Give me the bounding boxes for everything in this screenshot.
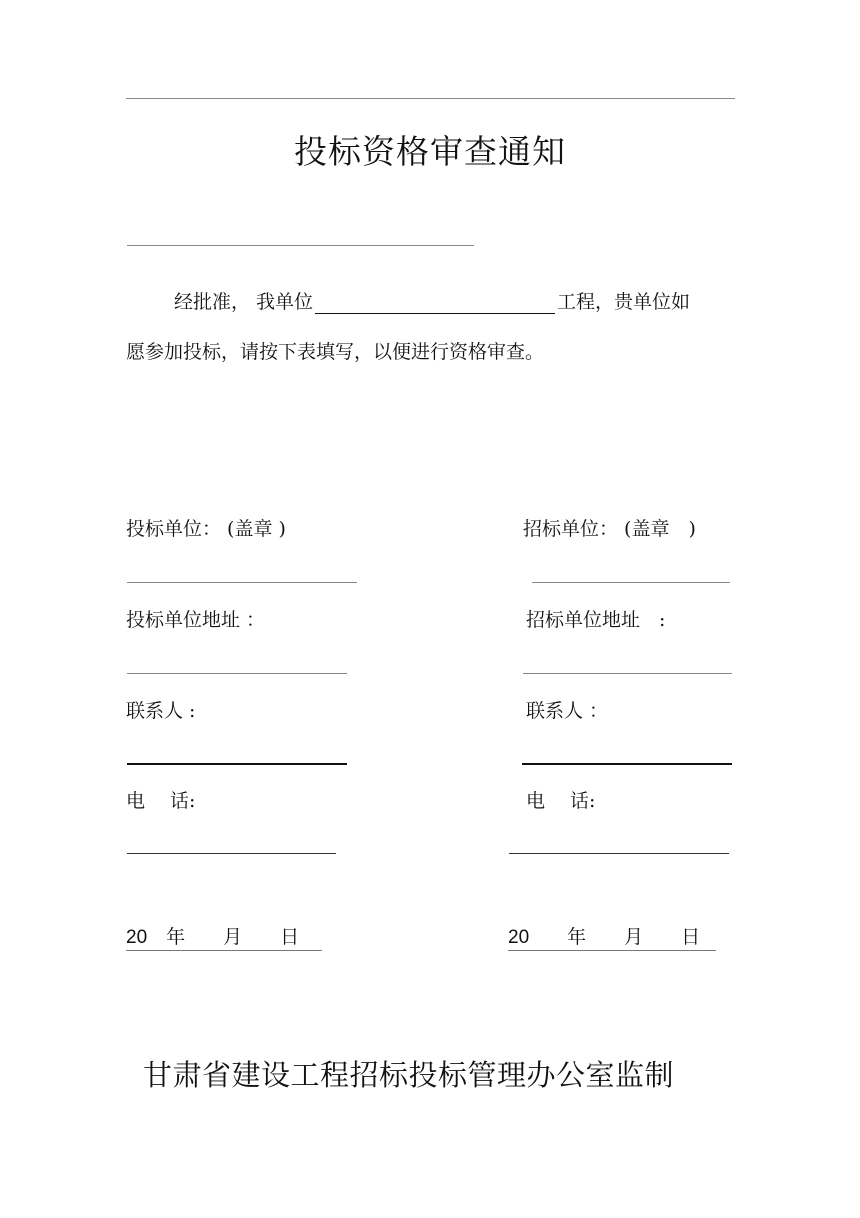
tenderer-date-rest: 年 月 日 <box>529 926 701 948</box>
tenderer-date <box>508 922 716 951</box>
issuer-footer: 甘肃省建设工程招标投标管理办公室监制 <box>143 1058 675 1092</box>
bidder-date-year: 20 <box>126 927 148 948</box>
tenderer-date-year: 20 <box>508 927 530 948</box>
document-title: 投标资格审查通知 <box>294 132 566 171</box>
body-line-1-prefix: 经批准， 我单位 <box>174 291 314 313</box>
tenderer-unit-label: 招标单位： (盖章 ) <box>523 518 696 540</box>
bidder-date <box>126 922 322 951</box>
bidder-date-rest: 年 月 日 <box>147 926 300 948</box>
bidder-unit-line <box>127 582 357 583</box>
tenderer-contact-label: 联系人 ： <box>526 700 609 722</box>
bidder-phone-line <box>127 853 336 854</box>
tenderer-address-label: 招标单位地址 : <box>526 609 666 631</box>
tenderer-phone-label: 电 话: <box>526 790 596 812</box>
bidder-address-line <box>127 673 347 674</box>
tenderer-unit-line <box>532 582 730 583</box>
bidder-phone-label: 电 话: <box>126 790 196 812</box>
body-line-2: 愿参加投标，请按下表填写，以便进行资格审查。 <box>126 341 545 363</box>
body-line-1 <box>174 290 690 314</box>
body-line-1-suffix: 工程，贵单位如 <box>557 291 691 313</box>
bidder-address-label: 投标单位地址 ： <box>126 609 266 631</box>
tenderer-contact-line <box>522 763 732 765</box>
addressee-line <box>127 245 474 246</box>
bidder-contact-line <box>127 763 347 765</box>
tenderer-phone-line <box>509 853 729 854</box>
project-name-blank <box>315 293 555 314</box>
top-rule <box>126 98 735 99</box>
tenderer-address-line <box>523 673 732 674</box>
bidder-unit-label: 投标单位： (盖章 ) <box>126 518 286 540</box>
bidder-contact-label: 联系人 : <box>126 700 196 722</box>
